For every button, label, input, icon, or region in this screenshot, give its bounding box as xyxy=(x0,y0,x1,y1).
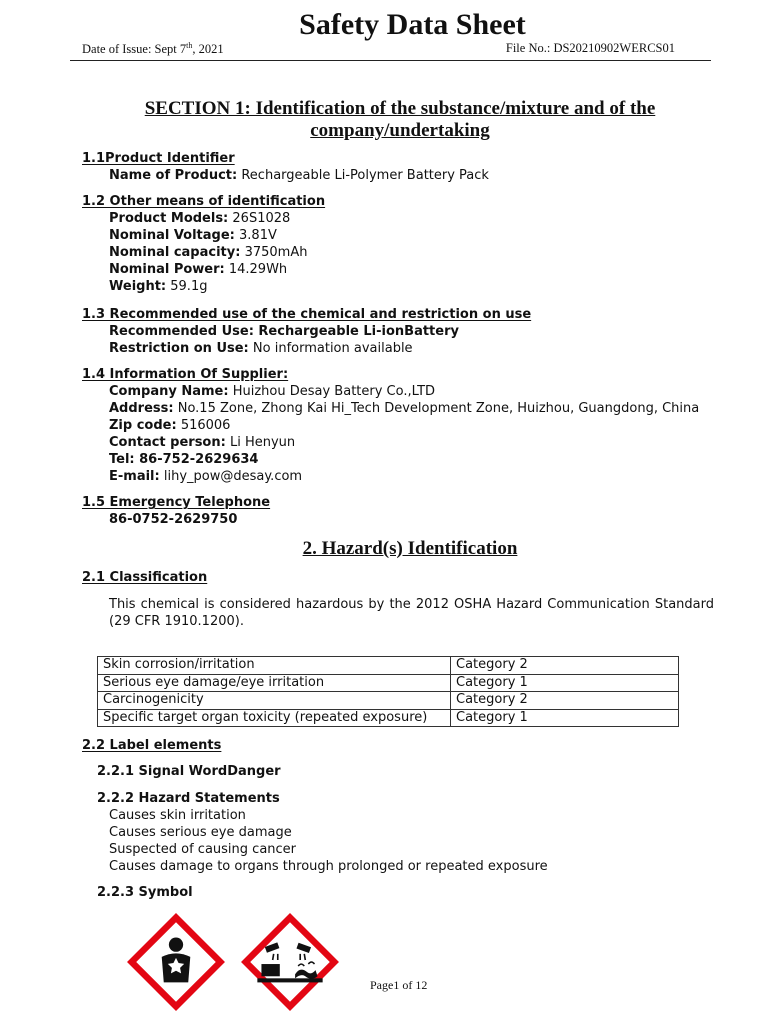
field-value: Li Henyun xyxy=(229,435,296,450)
subsection-1-3-heading: 1.3 Recommended use of the chemical and restriction on use xyxy=(82,307,532,322)
field-value: 3750mAh xyxy=(244,245,308,260)
section1-title-line2: company/undertaking xyxy=(310,120,490,141)
field-label: E-mail: xyxy=(109,469,160,484)
field-label: Contact person: xyxy=(109,435,226,450)
nominal-voltage-row xyxy=(109,227,277,244)
field-label: Product Models: xyxy=(109,211,229,226)
product-name-label: Name of Product: xyxy=(109,168,238,183)
field-value: 3.81V xyxy=(239,228,277,243)
hazard-statement: Causes skin irritation xyxy=(109,808,246,823)
field-value: 14.29Wh xyxy=(228,262,288,277)
hazard-category-cell: Category 2 xyxy=(451,692,679,710)
section1-title xyxy=(90,98,710,142)
hazard-category-cell: Category 2 xyxy=(451,657,679,675)
hazard-statement: Suspected of causing cancer xyxy=(109,842,297,857)
weight-row xyxy=(109,278,207,295)
header-divider xyxy=(70,60,711,61)
document-title: Safety Data Sheet xyxy=(299,8,526,41)
hazard-category-cell: Category 1 xyxy=(451,709,679,727)
issue-date xyxy=(82,41,224,57)
field-label: Nominal capacity: xyxy=(109,245,241,260)
issue-date-prefix: Date of Issue: Sept 7 xyxy=(82,42,187,57)
field-label: Weight: xyxy=(109,279,167,294)
table-row xyxy=(98,709,679,727)
issue-date-suffix: , 2021 xyxy=(192,42,224,57)
file-number: File No.: DS20210902WERCS01 xyxy=(505,41,675,55)
nominal-capacity-row xyxy=(109,244,307,261)
issue-date-sup: th xyxy=(186,41,193,50)
section1-title-line1: SECTION 1: Identification of the substance/mixture and of the xyxy=(144,98,656,119)
classification-text: This chemical is considered hazardous by the 2012 OSHA Hazard Communication Standard (29 CFR 1910.1200). xyxy=(109,597,714,629)
emergency-phone xyxy=(109,511,237,528)
subsection-2-1-heading: 2.1 Classification xyxy=(82,570,208,585)
table-row xyxy=(98,674,679,692)
field-label: Tel: 86-752-2629634 xyxy=(109,452,259,467)
product-name-value: Rechargeable Li-Polymer Battery Pack xyxy=(241,168,489,183)
section2-title: 2. Hazard(s) Identification xyxy=(302,538,518,559)
table-row xyxy=(98,692,679,710)
restriction-value: No information available xyxy=(252,341,413,356)
hazard-class-cell: Specific target organ toxicity (repeated exposure) xyxy=(98,709,451,727)
hazard-statement: Causes damage to organs through prolonged or repeated exposure xyxy=(109,859,548,874)
hazard-statement: Causes serious eye damage xyxy=(109,825,292,840)
restriction-row xyxy=(109,340,413,357)
field-value: No.15 Zone, Zhong Kai Hi_Tech Development Zone, Huizhou, Guangdong, China xyxy=(177,401,700,416)
field-value: 26S1028 xyxy=(232,211,291,226)
emergency-phone-value: 86-0752-2629750 xyxy=(109,512,238,527)
field-label: Zip code: xyxy=(109,418,177,433)
field-value: 59.1g xyxy=(170,279,208,294)
field-label: Nominal Voltage: xyxy=(109,228,235,243)
hazard-statements-heading: 2.2.2 Hazard Statements xyxy=(97,791,280,806)
table-row xyxy=(98,657,679,675)
field-label: Nominal Power: xyxy=(109,262,225,277)
recommended-use-label: Recommended Use: Rechargeable Li-ionBattery xyxy=(109,324,459,339)
field-value: 516006 xyxy=(180,418,231,433)
product-models-row xyxy=(109,210,290,227)
subsection-2-2-heading: 2.2 Label elements xyxy=(82,738,222,753)
recommended-use-row xyxy=(109,323,459,340)
field-label: Company Name: xyxy=(109,384,229,399)
subsection-1-1-heading: 1.1Product Identifier xyxy=(82,151,235,166)
nominal-power-row xyxy=(109,261,287,278)
restriction-label: Restriction on Use: xyxy=(109,341,249,356)
subsection-1-2-heading: 1.2 Other means of identification xyxy=(82,194,326,209)
contact-person-row xyxy=(109,434,295,451)
email-row xyxy=(109,468,302,485)
telephone-row xyxy=(109,451,258,468)
signal-word: 2.2.1 Signal WordDanger xyxy=(97,764,281,779)
subsection-1-4-heading: 1.4 Information Of Supplier: xyxy=(82,367,289,382)
address-row xyxy=(109,400,699,417)
email-link[interactable]: lihy_pow@desay.com xyxy=(163,469,303,484)
health-hazard-icon xyxy=(125,911,227,1013)
hazard-class-cell: Serious eye damage/eye irritation xyxy=(98,674,451,692)
hazard-classification-table xyxy=(97,656,679,727)
product-name-row xyxy=(109,167,489,184)
hazard-class-cell: Skin corrosion/irritation xyxy=(98,657,451,675)
page-number: Page1 of 12 xyxy=(370,978,428,992)
subsection-1-5-heading: 1.5 Emergency Telephone xyxy=(82,495,271,510)
hazard-class-cell: Carcinogenicity xyxy=(98,692,451,710)
field-value: Huizhou Desay Battery Co.,LTD xyxy=(232,384,436,399)
field-label: Address: xyxy=(109,401,174,416)
symbol-heading: 2.2.3 Symbol xyxy=(97,885,193,900)
corrosion-icon xyxy=(239,911,341,1013)
company-name-row xyxy=(109,383,435,400)
hazard-category-cell: Category 1 xyxy=(451,674,679,692)
zip-code-row xyxy=(109,417,230,434)
